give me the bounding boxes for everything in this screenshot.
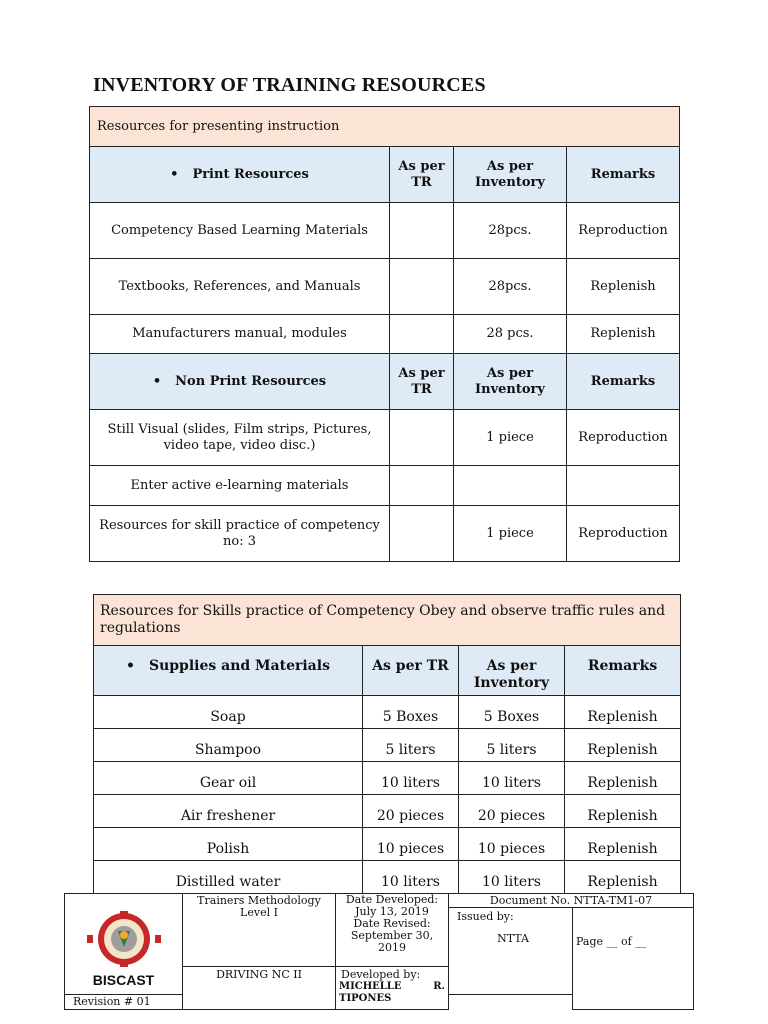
tr-cell: 10 pieces	[363, 828, 459, 861]
inventory-cell: 5 liters	[459, 729, 565, 762]
inventory-cell	[454, 466, 567, 506]
inventory-cell: 20 pieces	[459, 795, 565, 828]
as-per-tr-header: As per TR	[390, 147, 454, 203]
issued-by-cell	[449, 908, 573, 995]
remarks-cell: Replenish	[565, 729, 681, 762]
presenting-instruction-table	[89, 106, 680, 562]
course-cell: Trainers Methodology Level I	[183, 894, 336, 967]
date-revised-label: Date Revised:	[353, 917, 431, 930]
qualification-cell: DRIVING NC II	[183, 967, 336, 1010]
item-cell: Gear oil	[94, 762, 363, 795]
remarks-cell	[567, 466, 680, 506]
inventory-cell: 1 piece	[454, 506, 567, 562]
inventory-cell: 5 Boxes	[459, 696, 565, 729]
tr-cell	[390, 466, 454, 506]
item-cell: Shampoo	[94, 729, 363, 762]
issued-by-label: Issued by:	[457, 910, 514, 923]
dates-cell	[336, 894, 449, 967]
table-row	[90, 466, 680, 506]
developed-by-label: Developed by:	[341, 968, 421, 981]
remarks-cell: Replenish	[567, 259, 680, 315]
section-title: Resources for Skills practice of Competency Obey and observe traffic rules and regulations	[94, 595, 681, 646]
table-row	[94, 828, 681, 861]
section-title-row	[94, 595, 681, 646]
table-row	[90, 506, 680, 562]
tr-cell: 20 pieces	[363, 795, 459, 828]
inventory-cell: 28pcs.	[454, 259, 567, 315]
as-per-inventory-header: As per Inventory	[454, 147, 567, 203]
table-row	[94, 762, 681, 795]
section-title: Resources for presenting instruction	[90, 107, 680, 147]
tr-cell: 10 liters	[363, 762, 459, 795]
print-header-row	[90, 147, 680, 203]
issued-by-value: NTTA	[497, 932, 529, 945]
table-row	[90, 203, 680, 259]
remarks-header: Remarks	[567, 354, 680, 410]
item-cell: Enter active e-learning materials	[90, 466, 390, 506]
page-title: INVENTORY OF TRAINING RESOURCES	[93, 74, 486, 96]
developer-name: MICHELLE R.	[339, 981, 445, 992]
remarks-cell: Replenish	[567, 315, 680, 354]
remarks-cell: Replenish	[565, 795, 681, 828]
remarks-cell: Reproduction	[567, 506, 680, 562]
inventory-cell: 1 piece	[454, 410, 567, 466]
section-title-row	[90, 107, 680, 147]
table-row	[94, 861, 681, 894]
bullet-icon	[153, 374, 175, 389]
item-cell: Resources for skill practice of competency no: 3	[90, 506, 390, 562]
table-row	[94, 696, 681, 729]
tr-cell	[390, 259, 454, 315]
date-developed: July 13, 2019	[355, 905, 429, 918]
table-row	[90, 315, 680, 354]
skills-practice-table	[93, 594, 681, 894]
logo-cell	[65, 894, 183, 995]
table-row	[90, 259, 680, 315]
remarks-cell: Reproduction	[567, 410, 680, 466]
item-cell: Still Visual (slides, Film strips, Pictures, video tape, video disc.)	[90, 410, 390, 466]
table-row	[94, 795, 681, 828]
as-per-inventory-header: As per Inventory	[454, 354, 567, 410]
tr-cell	[390, 506, 454, 562]
supplies-header-row	[94, 646, 681, 696]
remarks-header: Remarks	[565, 646, 681, 696]
tr-cell	[390, 410, 454, 466]
remarks-cell: Reproduction	[567, 203, 680, 259]
remarks-cell: Replenish	[565, 828, 681, 861]
item-cell: Polish	[94, 828, 363, 861]
inventory-cell: 10 pieces	[459, 828, 565, 861]
nonprint-resources-header: • Non Print Resources	[90, 354, 390, 410]
item-cell: Textbooks, References, and Manuals	[90, 259, 390, 315]
item-cell: Distilled water	[94, 861, 363, 894]
table-row	[90, 410, 680, 466]
remarks-cell: Replenish	[565, 762, 681, 795]
bullet-icon	[126, 658, 149, 674]
remarks-cell: Replenish	[565, 696, 681, 729]
inventory-cell: 10 liters	[459, 861, 565, 894]
as-per-tr-header: As per TR	[363, 646, 459, 696]
item-cell: Competency Based Learning Materials	[90, 203, 390, 259]
tr-cell: 10 liters	[363, 861, 459, 894]
date-revised: September 30, 2019	[350, 929, 434, 954]
page-number: Page __ of __	[573, 908, 694, 1010]
inventory-cell: 10 liters	[459, 762, 565, 795]
remarks-cell: Replenish	[565, 861, 681, 894]
org-name: BISCAST	[92, 972, 155, 988]
table-row	[94, 729, 681, 762]
item-cell: Air freshener	[94, 795, 363, 828]
inventory-cell: 28pcs.	[454, 203, 567, 259]
tr-cell: 5 liters	[363, 729, 459, 762]
developer-surname: TIPONES	[339, 993, 392, 1004]
biscast-logo-icon	[85, 911, 163, 967]
document-footer	[64, 893, 694, 1010]
inventory-cell: 28 pcs.	[454, 315, 567, 354]
date-developed-label: Date Developed:	[345, 893, 439, 906]
print-resources-header: • Print Resources	[90, 147, 390, 203]
as-per-tr-header: As per TR	[390, 354, 454, 410]
as-per-inventory-header: As per Inventory	[459, 646, 565, 696]
tr-cell	[390, 315, 454, 354]
supplies-header: • Supplies and Materials	[94, 646, 363, 696]
remarks-header: Remarks	[567, 147, 680, 203]
item-cell: Soap	[94, 696, 363, 729]
tr-cell	[390, 203, 454, 259]
document-number: Document No. NTTA-TM1-07	[449, 894, 694, 908]
bullet-icon	[170, 167, 192, 182]
developed-by-cell	[336, 967, 449, 1010]
revision-number: Revision # 01	[65, 995, 183, 1010]
nonprint-header-row	[90, 354, 680, 410]
item-cell: Manufacturers manual, modules	[90, 315, 390, 354]
tr-cell: 5 Boxes	[363, 696, 459, 729]
